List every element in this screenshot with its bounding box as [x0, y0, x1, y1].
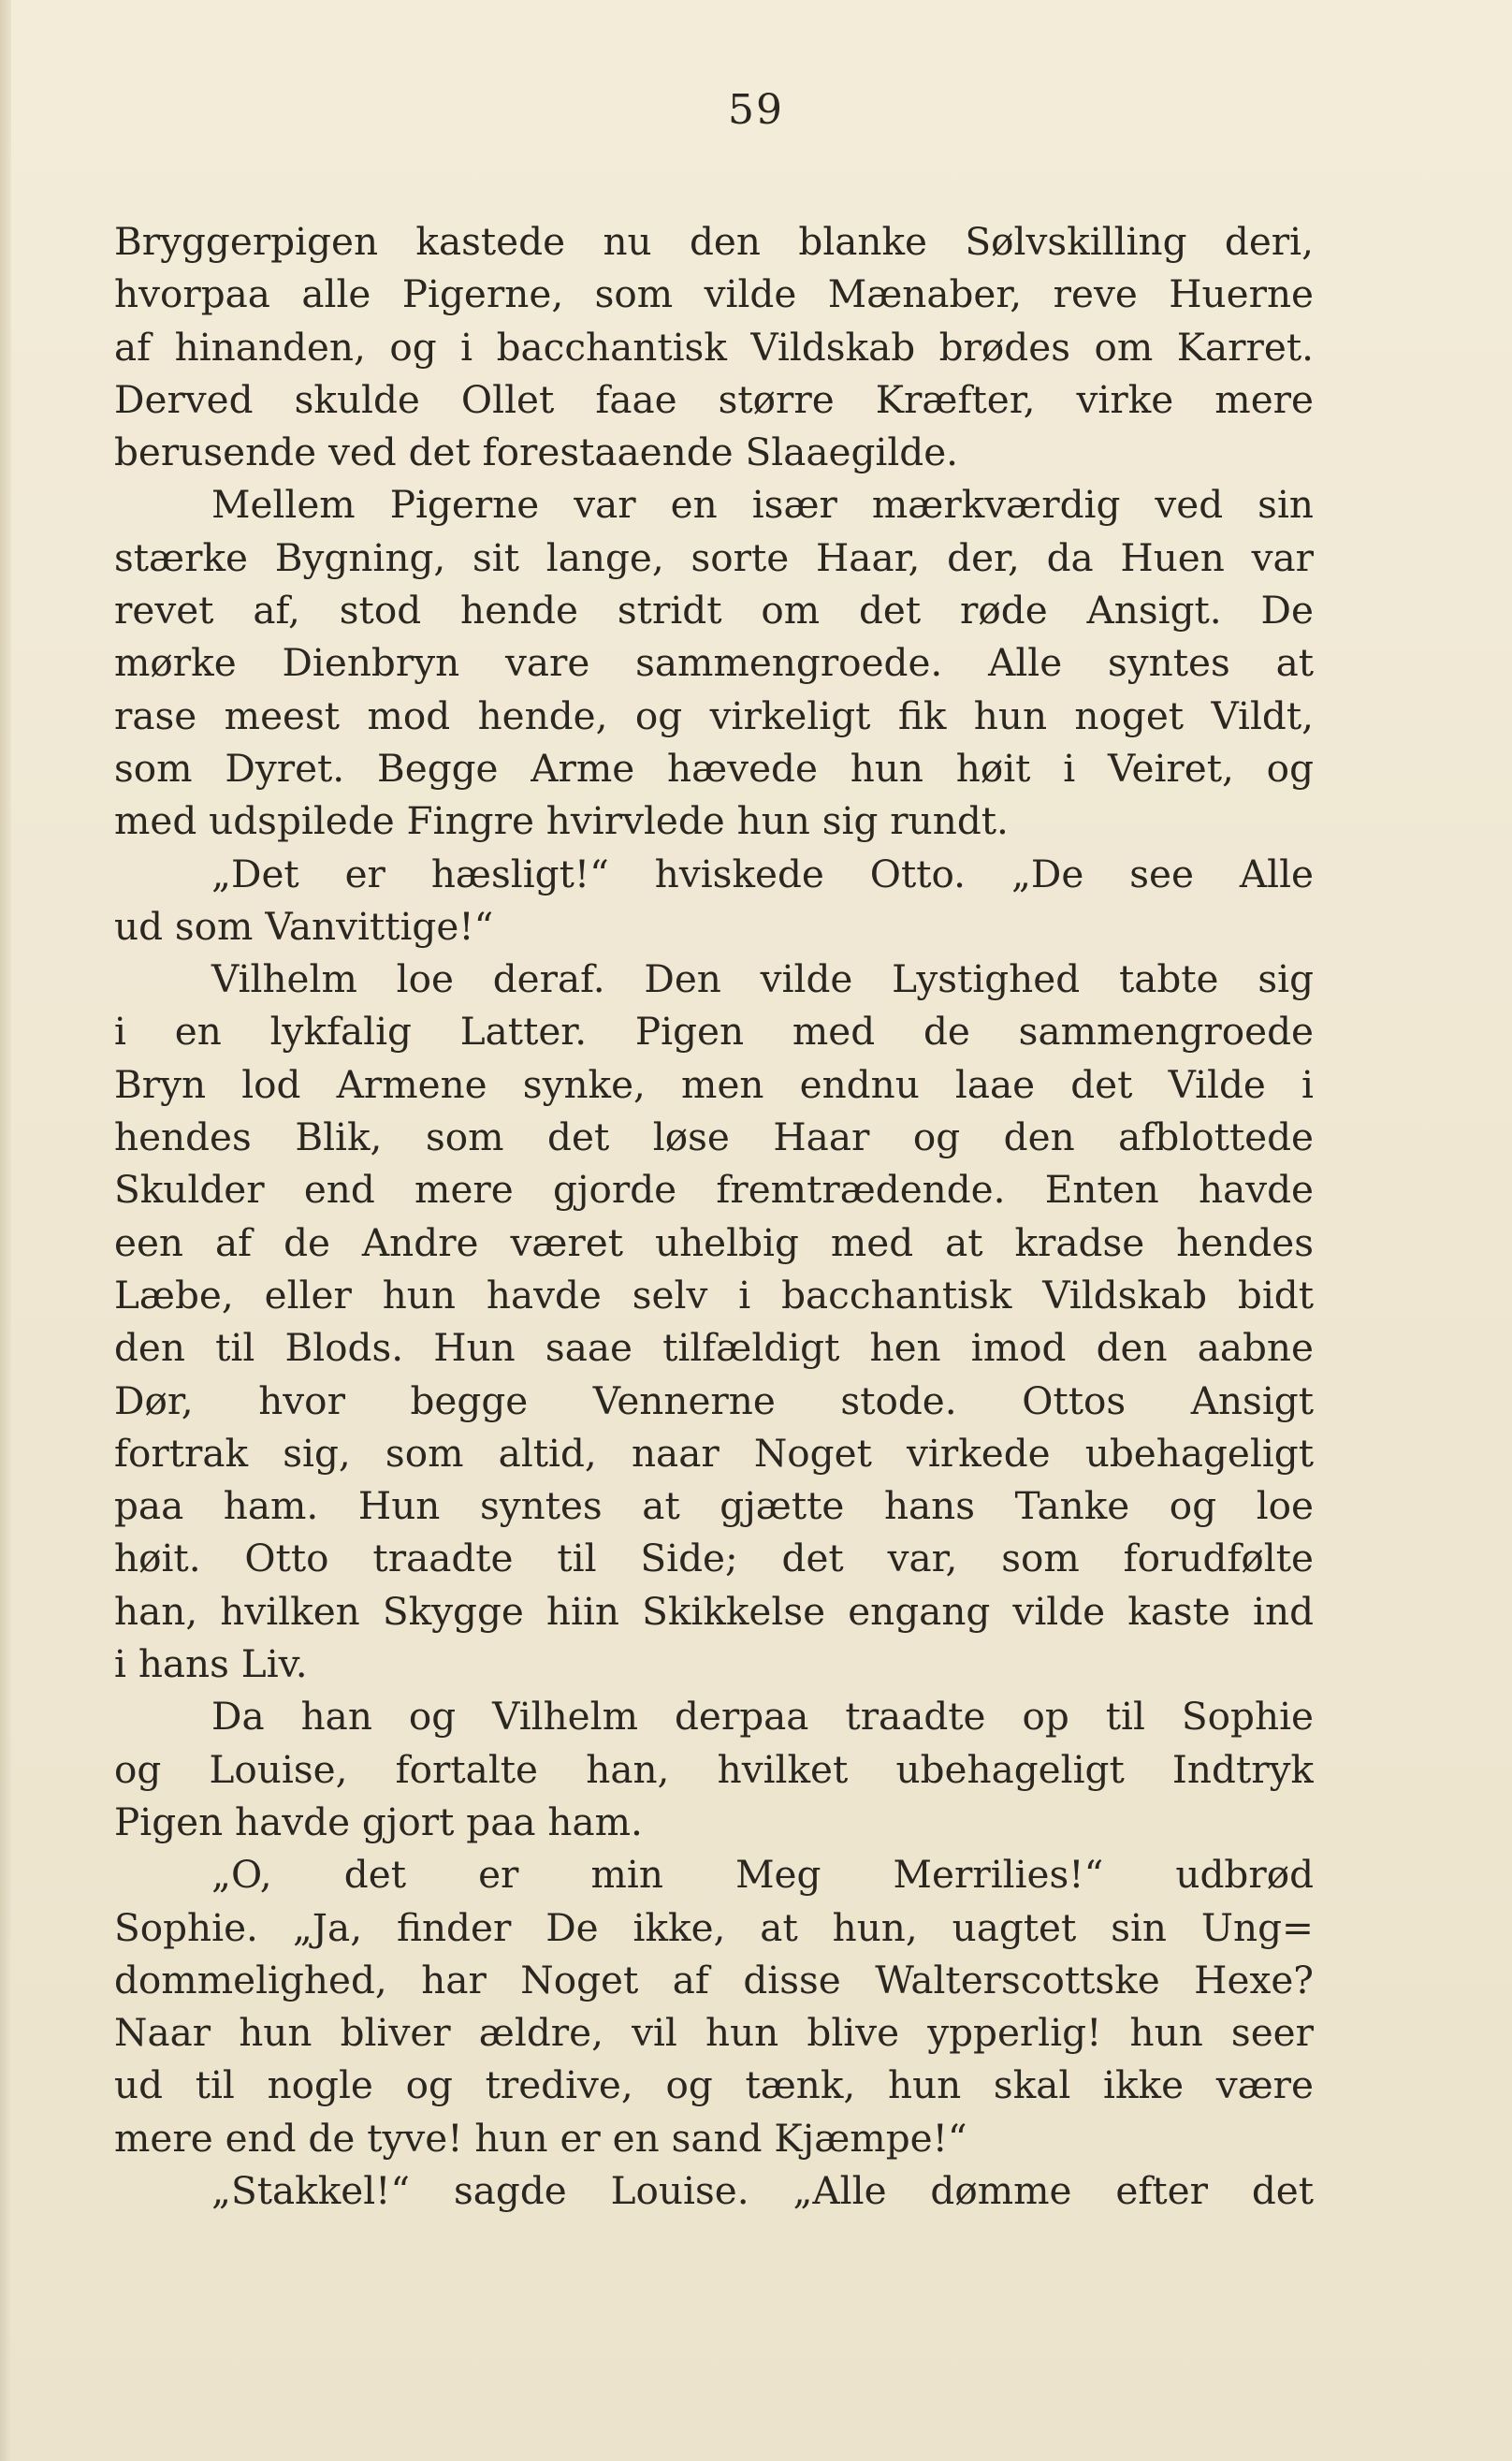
text-line: Vilhelm loe deraf. Den vilde Lystighed tabte sig — [211, 956, 1314, 1002]
text-line: høit. Otto traadte til Side; det var, som forudfølte — [114, 1536, 1314, 1581]
page-number: 59 — [728, 86, 784, 134]
text-line: mere end de tyve! hun er en sand Kjæmpe!“ — [114, 2115, 967, 2161]
text-line: Sophie. „Ja, finder De ikke, at hun, uagtet sin Ung= — [114, 1904, 1314, 1950]
text-line: i en lykfalig Latter. Pigen med de sammengroede — [114, 1009, 1314, 1055]
text-line: Læbe, eller hun havde selv i bacchantisk Vildskab bidt — [114, 1272, 1314, 1318]
text-line: Bryggerpigen kastede nu den blanke Sølvskilling deri, — [114, 219, 1314, 264]
text-line: i hans Liv. — [114, 1641, 308, 1687]
text-line: med udspilede Fingre hvirvlede hun sig rundt. — [114, 798, 1009, 844]
text-line: hendes Blik, som det løse Haar og den afblottede — [114, 1114, 1314, 1160]
text-line: Bryn lod Armene synke, men endnu laae det Vilde i — [114, 1061, 1314, 1107]
text-line: berusende ved det forestaaende Slaaegilde. — [114, 430, 959, 475]
text-line: revet af, stod hende stridt om det røde Ansigt. De — [114, 588, 1314, 633]
text-line: Naar hun bliver ældre, vil hun blive ypperlig! hun seer — [114, 2010, 1314, 2056]
text-line: ud som Vanvittige!“ — [114, 903, 494, 949]
text-line: ud til nogle og tredive, og tænk, hun skal ikke være — [114, 2062, 1314, 2108]
text-line: een af de Andre været uhelbig med at kradse hendes — [114, 1219, 1314, 1265]
text-line: og Louise, fortalte han, hvilket ubehageligt Indtryk — [114, 1746, 1314, 1792]
text-line: den til Blods. Hun saae tilfældigt hen imod den aabne — [114, 1325, 1314, 1371]
text-line: paa ham. Hun syntes at gjætte hans Tanke og loe — [114, 1483, 1314, 1529]
text-line: „Stakkel!“ sagde Louise. „Alle dømme efter det — [211, 2167, 1314, 2213]
text-line: rase meest mod hende, og virkeligt fik hun noget Vildt, — [114, 692, 1314, 738]
text-line: stærke Bygning, sit lange, sorte Haar, der, da Huen var — [114, 534, 1314, 580]
text-line: Derved skulde Ollet faae større Kræfter, virke mere — [114, 376, 1314, 422]
text-line: fortrak sig, som altid, naar Noget virkede ubehageligt — [114, 1430, 1314, 1476]
text-line: „Det er hæsligt!“ hviskede Otto. „De see Alle — [211, 851, 1314, 896]
text-line: Da han og Vilhelm derpaa traadte op til Sophie — [211, 1694, 1314, 1740]
text-line: Mellem Pigerne var en især mærkværdig ved sin — [211, 482, 1314, 528]
text-line: han, hvilken Skygge hiin Skikkelse engang vilde kaste ind — [114, 1588, 1314, 1634]
text-line: som Dyret. Begge Arme hævede hun høit i Veiret, og — [114, 745, 1314, 791]
text-line: mørke Dienbryn vare sammengroede. Alle syntes at — [114, 640, 1314, 686]
body-text — [114, 215, 1314, 2217]
page-spine-shadow — [0, 0, 11, 2461]
text-line: Pigen havde gjort paa ham. — [114, 1798, 643, 1844]
text-line: „O, det er min Meg Merrilies!“ udbrød — [211, 1852, 1314, 1898]
text-line: dommelighed, har Noget af disse Walterscottske Hexe? — [114, 1957, 1314, 2002]
text-line: af hinanden, og i bacchantisk Vildskab brødes om Karret. — [114, 324, 1314, 370]
text-line: Dør, hvor begge Vennerne stode. Ottos Ansigt — [114, 1377, 1314, 1423]
text-line: hvorpaa alle Pigerne, som vilde Mænaber, reve Huerne — [114, 271, 1314, 317]
text-line: Skulder end mere gjorde fremtrædende. Enten havde — [114, 1167, 1314, 1213]
